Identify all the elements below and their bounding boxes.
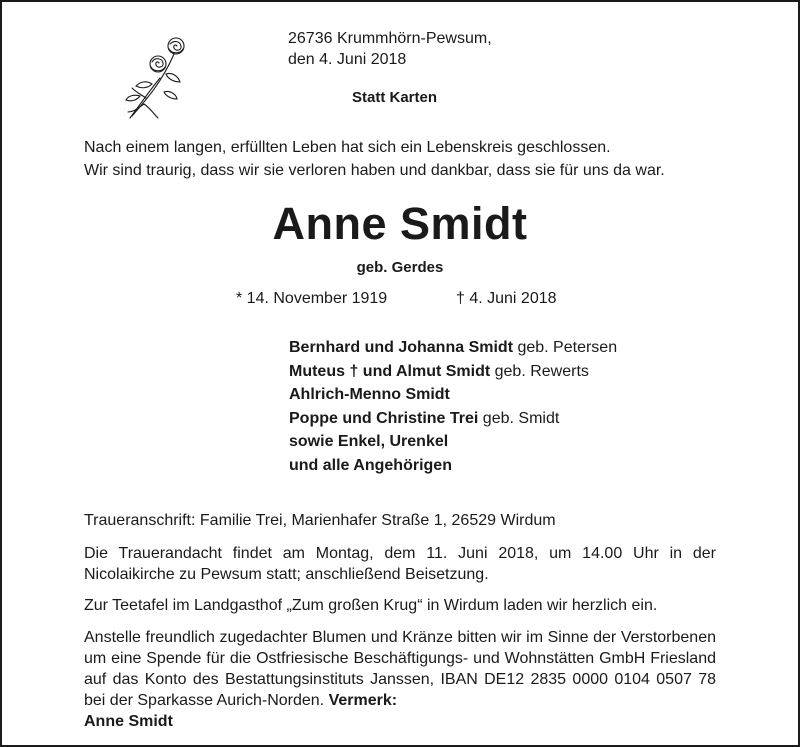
- donation-paragraph: Anstelle freundlich zugedachter Blumen und Kränze bitten wir im Sinne der Verstorbenen um eine Spende für die Ostfriesische Beschäftigungs- und Wohnstätten GmbH Friesland auf das Konto des Bestattungsinstituts Janssen, IBAN DE12 2835 0000 0104 0507 78 bei der Sparkasse Aurich-Norden. Vermerk: Anne Smidt: [84, 629, 716, 730]
- family-line: Bernhard und Johanna Smidt geb. Petersen: [289, 339, 618, 356]
- family-line: Poppe und Christine Trei geb. Smidt: [289, 409, 560, 427]
- vermerk-label: Vermerk:: [328, 692, 398, 709]
- teatable-paragraph: Zur Teetafel im Landgasthof „Zum großen Krug“ in Wirdum laden wir herzlich ein.: [84, 597, 658, 614]
- date-line: den 4. Juni 2018: [288, 51, 407, 68]
- intro-text: [84, 136, 724, 182]
- deceased-name: Anne Smidt: [272, 198, 528, 249]
- family-line: und alle Angehörigen: [289, 456, 452, 474]
- address-paragraph: Traueranschrift: Familie Trei, Marienhafer Straße 1, 26529 Wirdum: [84, 512, 556, 529]
- place-date: [288, 28, 492, 70]
- family-list: [289, 336, 617, 477]
- intro-line-2: Wir sind traurig, dass wir sie verloren haben und dankbar, dass sie für uns da war.: [84, 162, 665, 179]
- family-line: Ahlrich-Menno Smidt: [289, 386, 450, 403]
- intro-line-1: Nach einem langen, erfüllten Leben hat sich ein Lebenskreis geschlossen.: [84, 139, 611, 156]
- service-paragraph: Die Trauerandacht findet am Montag, dem 11. Juni 2018, um 14.00 Uhr in der Nicolaikirche zu Pewsum statt; anschließend Beisetzung.: [84, 545, 716, 583]
- birth-name: geb. Gerdes: [356, 259, 444, 276]
- vermerk-value: Anne Smidt: [84, 713, 173, 730]
- death-date: † 4. Juni 2018: [456, 290, 557, 307]
- family-line: sowie Enkel, Urenkel: [289, 433, 449, 450]
- place-line: 26736 Krummhörn-Pewsum,: [288, 30, 492, 47]
- birth-date: * 14. November 1919: [236, 290, 388, 307]
- statt-karten: Statt Karten: [352, 89, 438, 106]
- family-line: Muteus † und Almut Smidt geb. Rewerts: [289, 362, 589, 380]
- rose-icon: [120, 32, 196, 120]
